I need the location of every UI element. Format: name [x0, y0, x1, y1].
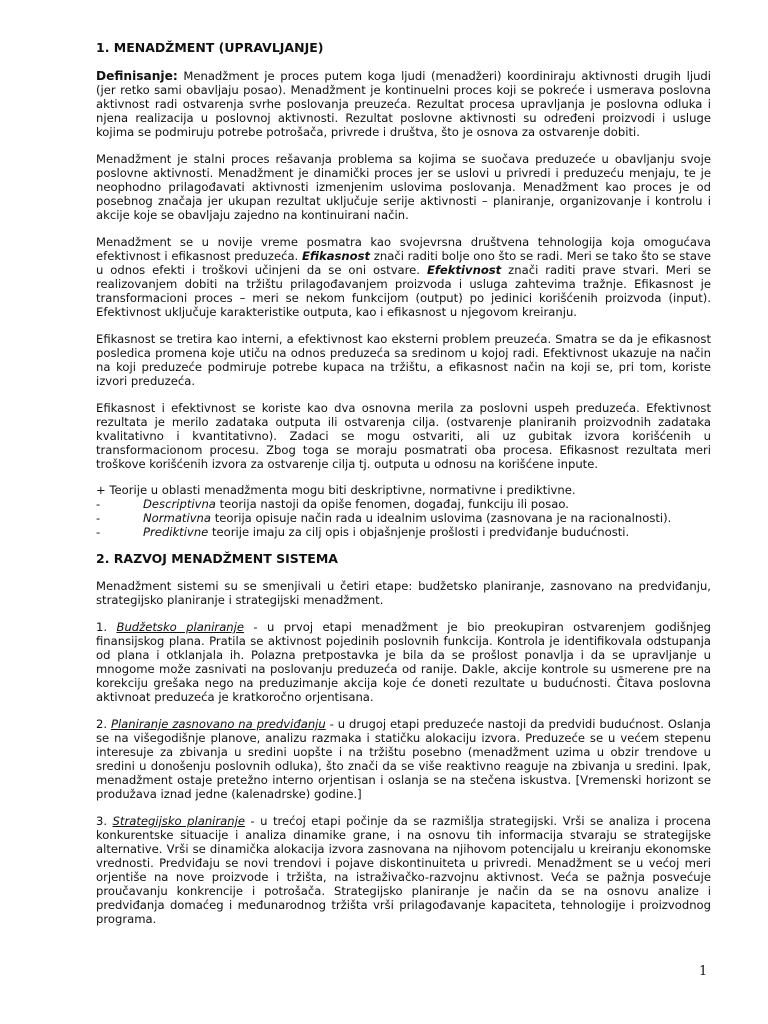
list-item: - Prediktivne teorije imaju za cilj opis i objašnjenje prošlosti i predviđanje budućnosti.: [96, 525, 630, 539]
stage-3-term: Strategijsko planiranje: [112, 814, 245, 828]
paragraph-definition: [96, 69, 711, 139]
paragraph-3: Menadžment se u novije vreme posmatra kao svojevrsna društvena tehnologija koja omogućava efektivnost i efikasnost preduzeća. Efikasnost znači raditi bolje ono što se radi. Meri se tako što se stave u odnos efekti i troškovi učinjeni da se oni ostvare. Efektivnost znači raditi prave stvari. Meri se realizovanjem dobiti na tržištu prilagođavanjem proizvoda i usluga zahtevima tražnje. Efikasnost je transformacioni proces – meri se nekom funkcijom (output) po jedinici korišćenih proizvoda (input). Efektivnost uključuje karakteristike outputa, kao i efikasnost u njegovom kreiranju.: [96, 235, 712, 319]
document-page: [96, 40, 711, 926]
definition-label: Definisanje:: [96, 69, 178, 83]
stage-2-paragraph: 2. Planiranje zasnovano na predviđanju - u drugoj etapi preduzeće nastoji da predvidi budućnost. Oslanja se na višegodišnje planove, analizu razmaka i statičku alokaciju izvora. Preduzeće se u većem stepenu interesuje za zbivanja u sredini uopšte i na tržištu posebno (menadžment uzima u obzir trendove u sredini u donošenju poslovnih odluka), što znači da se više reaktivno reaguje na zbivanja u sredini. Ipak, menadžment ostaje pretežno interno orjentisan i oslanja se na stečena iskustva. [Vremenski horizont se produžava iznad jedne (kalenadrske) godine.]: [96, 717, 711, 801]
term-efikasnost: Efikasnost: [301, 249, 371, 263]
stage-3-paragraph: 3. Strategijsko planiranje - u trećoj etapi počinje da se razmišlja strategijski. Vrši se analiza i procena konkurentske situacije i analiza dinamike grane, i na osnovu tih informacija stvaraju se strategijske alternative. Vrši se dinamička alokacija izvora zasnovana na njihovom potencijalu u kreiranju ekonomske vrednosti. Predviđaju se novi trendovi i pojave diskontinuiteta u privredi. Menadžment se u većoj meri orjentiše na nove proizvode i tržišta, na istraživačko-razvojnu aktivnost. Veća se pažnja posvećuje proučavanju konkrencije i potrošača. Strategijsko planiranje je način da se na osnovu analize i predviđanja domaćeg i međunarodnog tržišta vrši prilagođavanje kapaciteta, tehnologije i proizvodnog programa.: [96, 814, 711, 926]
stage-1-term: Budžetsko planiranje: [116, 620, 244, 634]
paragraph-2: Menadžment je stalni proces rešavanja problema sa kojima se suočava preduzeće u obavljanju svoje poslovne aktivnosti. Menadžment je dinamički proces jer se uslovi u privredi i preduzeću menjaju, te je neophodno prilagođavati aktivnosti izmenjenim uslovima poslovanja. Menadžment kao proces je od posebnog značaja jer ukupan rezultat uključuje serije aktivnosti – planiranje, organizovanje i kontrolu i akcije koje se obavljaju zajedno na kontinuirani način.: [96, 152, 711, 222]
definition-text: Menadžment je proces putem koga ljudi (menadžeri) koordiniraju aktivnosti drugih ljudi (jer retko sami obavljaju posao). Menadžment je kontinuelni proces koji se pokreće i usmerava poslovna aktivnost radi ostvarenja svrhe poslovanja preuzeća. Rezultat procesa upravljanja je poslovna odluka i njena realizacija u poslovnoj aktivnosti. Rezultat poslovne aktivnosti su određeni proizvodi i usluge kojima se podmiruju potrebe potrošača, privrede i društva, što je osnova za ostvarenje dobiti.: [96, 69, 711, 139]
paragraph-4: Efikasnost se tretira kao interni, a efektivnost kao eksterni problem preuzeća. Smatra se da je efikasnost posledica promena koje utiču na odnos preduzeća sa sredinom u kojoj radi. Efektivnost ukazuje na način na koji preduzeće podmiruje potrebe kupaca na tržištu, a efikasnost način na koji se, pri tom, koriste izvori preduzeća.: [96, 332, 711, 388]
list-item: - Descriptivna teorija nastoji da opiše fenomen, događaj, funkciju ili posao.: [96, 497, 569, 511]
theories-intro: + Teorije u oblasti menadžmenta mogu biti deskriptivne, normativne i prediktivne.: [96, 483, 576, 497]
section-1-title: 1. MENADŽMENT (UPRAVLJANJE): [96, 40, 324, 55]
stage-1-paragraph: 1. Budžetsko planiranje - u prvoj etapi menadžment je bio preokupiran ostvarenjem godišnjeg finansijskog plana. Pratila se aktivnost pojedinih poslovnih funkcija. Kontrola je identifikovala odstupanja od plana i otklanjala ih. Polazna pretpostavka je bila da se prošlost ponavlja i da se upravljanje u mnogome može zasnivati na poslovanju preduzeća od ranije. Dakle, akcije kontrole su usmerene pre na korekciju grešaka nego na preduzimanje akcija koje će doneti rezultate u budućnosti. Čitava poslovna aktivnoat preduzeća je kratkoročno orjentisana.: [96, 620, 711, 704]
section-2-title: 2. RAZVOJ MENADŽMENT SISTEMA: [96, 551, 338, 566]
section-2-intro: Menadžment sistemi su se smenjivali u četiri etape: budžetsko planiranje, zasnovano na predviđanju, strategijsko planiranje i strategijski menadžment.: [96, 579, 711, 607]
paragraph-5: Efikasnost i efektivnost se koriste kao dva osnovna merila za poslovni uspeh preduzeća. Efektivnost rezultata je merilo zadataka outputa ili ostvarenja cilja. (ostvarenje planiranih proizvodnih zadataka kvalitativno i kvantitativno). Zadaci se mogu ostvariti, ali uz gubitak izvora korišćenih u transformacionom procesu. Zbog toga se moraju posmatrati oba procesa. Efikasnost rezultata meri troškove korišćenih izvora za ostvarenje cilja tj. outputa u odnosu na korišćene inpute.: [96, 401, 711, 471]
page-number: 1: [699, 964, 708, 979]
list-item: - Normativna teorija opisuje način rada u idealnim uslovima (zasnovana je na racionalnosti).: [96, 511, 672, 525]
term-efektivnost: Efektivnost: [426, 263, 502, 277]
stage-2-term: Planiranje zasnovano na predviđanju: [110, 717, 326, 731]
